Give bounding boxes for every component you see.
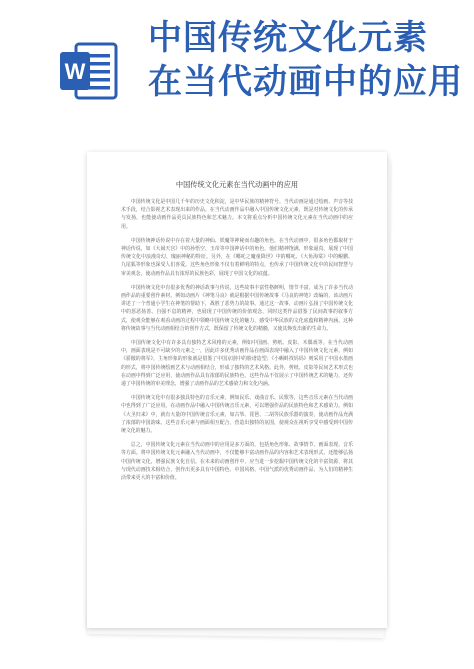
document-page (87, 152, 387, 628)
document-heading: 中国传统文化元素在当代动画中的应用 (175, 180, 299, 189)
paragraph: 中国传统文化是中国几千年的历史文化积淀，是中华民族的精神符号。当代动画是通过绘画、声音等技术手段，结合影视艺术表现出来的作品。在当代动画作品中融入中国传统文化元素，既是对传统文化的传承与发扬，也能使动画作品更具民族特色和艺术魅力。本文将重点分析中国传统文化元素在当代动画中的应用。 (121, 199, 353, 230)
svg-text:W: W (64, 59, 86, 84)
paragraph: 中国传统神话传说中存在着大量的神仙、妖魔等神秘而有趣的角色。在当代动画中，很多角色都取材于神话传说，如《大闹天宫》中的孙悟空、玉帝等中国神话中的角色，他们精神饱满、形象逼真，展现了中国传统文化中浪漫奇幻、瑰丽神秘的特征。另外，在《哪吒之魔童降世》中的哪吒、《大鱼海棠》中的鲲鹏、九尾狐等形象也深受人们喜爱。这些角色形象不仅有着鲜明的特点，也传承了中国传统文化中的民间智慧与审美观念，使动画作品具有浓厚的民族色彩，展现了中国文化的底蕴。 (121, 237, 353, 277)
banner-title-line-2: 在当代动画中的应用 (148, 62, 463, 102)
document-preview[interactable] (87, 152, 389, 632)
document-body (121, 198, 353, 488)
word-document-icon (58, 40, 120, 102)
document-title-banner (148, 16, 468, 104)
banner-title-line-1: 中国传统文化元素 (148, 18, 428, 58)
paragraph: 总之，中国传统文化元素在当代动画中的应用是多方面的，包括角色形象、故事情节、画面表现、音乐等方面。将中国传统文化元素融入当代动画中，不仅能够丰富动画作品的内容和艺术表现形式，还能够弘扬中国传统文化，增强民族文化自信。在未来的动画创作中，应当进一步挖掘中国传统文化的丰富资源，将其与现代动画技术相结合，创作出更多具有中国特色、中国风格、中国气派的优秀动画作品，为人们的精神生活带来更大的丰富和价值。 (121, 442, 353, 482)
paragraph: 中国传统文化中有很多优秀的神话故事与传说，这些故事丰富性格鲜明，情节丰富，成为了许多当代动画作品的重要创作素材。例如动画片《神笔马良》就是根据中国传统故事《马良的神笔》改编的，该动画片讲述了一个普通小学生在神笔的帮助下，战胜了恶势力的故事。通过这一故事，动画片弘扬了中国传统文化中的惩恶扬善、自强不息的精神，也展现了中国传统的价值观念，同时这类作品借鉴了民间故事的叙事方式，使观众能够在观看动画的过程中领略中国传统文化的魅力，感受中华民族的文化底蕴和精神内涵。这种将传统故事与当代动画相结合的创作方式，既保留了传统文化的精髓，又使其焕发出新的生命力。 (121, 284, 353, 332)
header-banner (0, 0, 474, 118)
paragraph: 中国传统文化中有很多独具特色的音乐元素，例如民乐、戏曲音乐、民歌等，这些音乐元素在当代动画中也得到了广泛应用。在动画作品中融入中国传统音乐元素，可以增强作品的民族特色和艺术感染力。例如《大圣归来》中，就有大量的中国传统音乐元素，如古筝、琵琶、二胡等民族乐器的演奏，使动画作品充满了浓郁的中国韵味。这些音乐元素与画面相互配合，营造出独特的氛围，使观众在视听享受中感受到中国传统文化的魅力。 (121, 395, 353, 435)
paragraph: 中国传统文化中有许多具有独特艺术风格的元素，例如中国画、剪纸、皮影、木偶戏等。在当代动画中，画面表现是不可缺少的元素之一，因此许多优秀动画作品在画面表现中融入了中国传统文化元素，例如《骄傲的将军》，主角形象的形象就是借鉴了中国京剧中的脸谱造型；《小蝌蚪找妈妈》则采用了中国水墨画的形式，将中国传统绘画艺术与动画相结合，形成了独特的艺术风格。此外，剪纸、皮影等民间艺术形式也在动画中得到广泛应用，使动画作品具有浓郁的民族特色，这些作品不仅展示了中国传统艺术的魅力，还传递了中国传统的审美理念，增强了动画作品的艺术感染力和文化内涵。 (121, 340, 353, 388)
